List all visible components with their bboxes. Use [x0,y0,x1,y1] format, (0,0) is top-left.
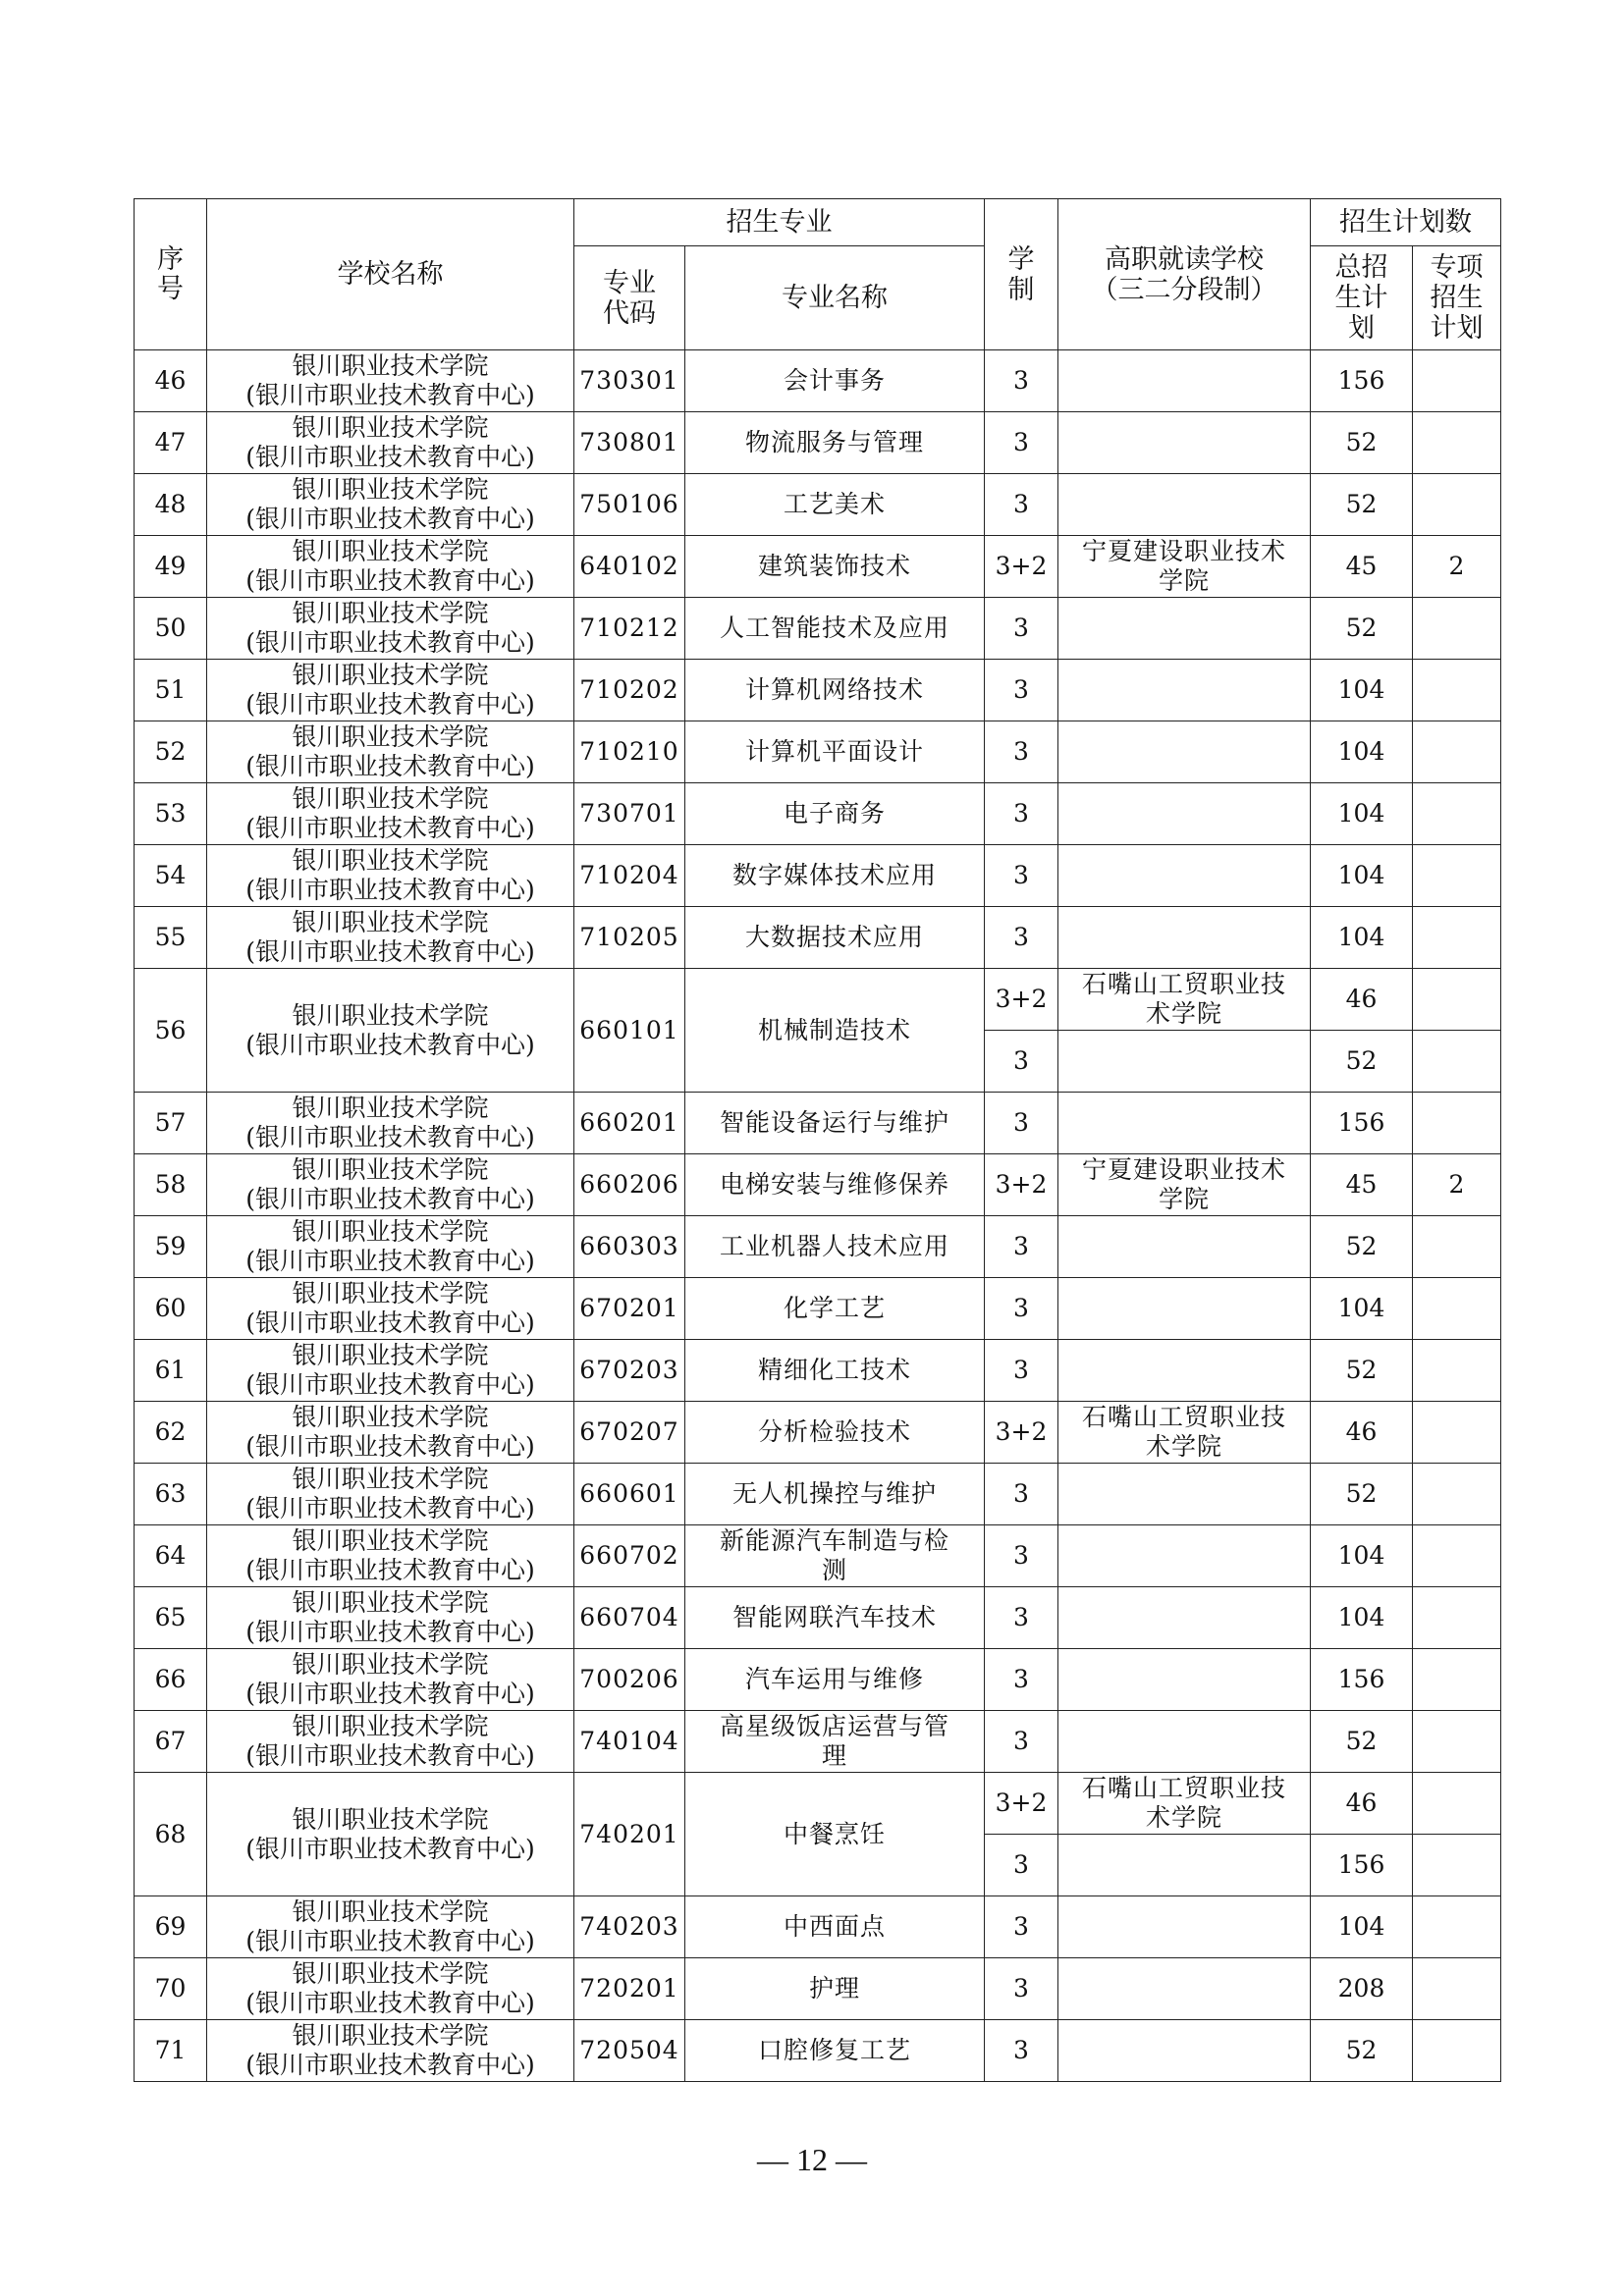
seq-cell: 59 [135,1216,207,1278]
major-cell: 中餐烹饪 [685,1773,985,1896]
special-cell [1413,1216,1501,1278]
duration-cell: 3 [985,1093,1058,1154]
code-cell: 660704 [574,1587,685,1649]
total-cell: 45 [1311,536,1413,598]
code-cell: 750106 [574,474,685,536]
college-cell [1058,845,1311,907]
table-row [135,350,1501,412]
code-cell: 710204 [574,845,685,907]
duration-cell: 3 [985,1525,1058,1587]
special-cell [1413,1958,1501,2020]
major-cell: 大数据技术应用 [685,907,985,969]
seq-cell: 64 [135,1525,207,1587]
duration-cell: 3 [985,1464,1058,1525]
college-cell [1058,1031,1311,1093]
school-cell: 银川职业技术学院 (银川市职业技术教育中心) [207,907,574,969]
special-cell [1413,412,1501,474]
total-cell: 208 [1311,1958,1413,2020]
total-cell: 104 [1311,783,1413,845]
seq-cell: 57 [135,1093,207,1154]
header-school: 学校名称 [207,199,574,350]
code-cell: 670203 [574,1340,685,1402]
duration-cell: 3 [985,1340,1058,1402]
table-row [135,412,1501,474]
major-cell: 中西面点 [685,1896,985,1958]
header-major: 专业名称 [685,246,985,350]
major-cell: 数字媒体技术应用 [685,845,985,907]
duration-cell: 3 [985,783,1058,845]
code-cell: 660201 [574,1093,685,1154]
major-cell: 智能网联汽车技术 [685,1587,985,1649]
total-cell: 52 [1311,1031,1413,1093]
special-cell: 2 [1413,1154,1501,1216]
seq-cell: 47 [135,412,207,474]
total-cell: 104 [1311,1896,1413,1958]
code-cell: 730301 [574,350,685,412]
major-cell: 新能源汽车制造与检 测 [685,1525,985,1587]
school-cell: 银川职业技术学院 (银川市职业技术教育中心) [207,660,574,721]
total-cell: 45 [1311,1154,1413,1216]
school-cell: 银川职业技术学院 (银川市职业技术教育中心) [207,1216,574,1278]
table-row [135,1464,1501,1525]
school-cell: 银川职业技术学院 (银川市职业技术教育中心) [207,1958,574,2020]
college-cell [1058,1340,1311,1402]
seq-cell: 68 [135,1773,207,1896]
school-cell: 银川职业技术学院 (银川市职业技术教育中心) [207,412,574,474]
header-special: 专项 招生 计划 [1413,246,1501,350]
header-seq: 序 号 [135,199,207,350]
total-cell: 156 [1311,1835,1413,1896]
college-cell [1058,1093,1311,1154]
seq-cell: 65 [135,1587,207,1649]
major-cell: 口腔修复工艺 [685,2020,985,2082]
college-cell [1058,598,1311,660]
special-cell [1413,2020,1501,2082]
college-cell [1058,1525,1311,1587]
seq-cell: 48 [135,474,207,536]
special-cell [1413,660,1501,721]
college-cell: 石嘴山工贸职业技 术学院 [1058,969,1311,1031]
college-cell [1058,1278,1311,1340]
school-cell: 银川职业技术学院 (银川市职业技术教育中心) [207,783,574,845]
special-cell [1413,1773,1501,1835]
special-cell [1413,598,1501,660]
total-cell: 104 [1311,845,1413,907]
major-cell: 计算机平面设计 [685,721,985,783]
total-cell: 52 [1311,412,1413,474]
seq-cell: 61 [135,1340,207,1402]
major-cell: 化学工艺 [685,1278,985,1340]
table-row [135,1340,1501,1402]
table-row [135,1154,1501,1216]
table-row [135,1402,1501,1464]
seq-cell: 67 [135,1711,207,1773]
table-row [135,1773,1501,1835]
table-row [135,1896,1501,1958]
total-cell: 104 [1311,1525,1413,1587]
major-cell: 计算机网络技术 [685,660,985,721]
special-cell [1413,907,1501,969]
major-cell: 电子商务 [685,783,985,845]
college-cell [1058,1958,1311,2020]
special-cell [1413,1402,1501,1464]
total-cell: 156 [1311,350,1413,412]
seq-cell: 71 [135,2020,207,2082]
special-cell [1413,1711,1501,1773]
header-code: 专业 代码 [574,246,685,350]
school-cell: 银川职业技术学院 (银川市职业技术教育中心) [207,1464,574,1525]
special-cell: 2 [1413,536,1501,598]
school-cell: 银川职业技术学院 (银川市职业技术教育中心) [207,1278,574,1340]
school-cell: 银川职业技术学院 (银川市职业技术教育中心) [207,350,574,412]
seq-cell: 62 [135,1402,207,1464]
seq-cell: 66 [135,1649,207,1711]
college-cell [1058,1587,1311,1649]
seq-cell: 56 [135,969,207,1093]
code-cell: 730701 [574,783,685,845]
header-college: 高职就读学校 （三二分段制） [1058,199,1311,350]
special-cell [1413,1896,1501,1958]
header-duration: 学 制 [985,199,1058,350]
duration-cell: 3 [985,474,1058,536]
duration-cell: 3+2 [985,1402,1058,1464]
total-cell: 104 [1311,1278,1413,1340]
header-plan-group: 招生计划数 [1311,199,1501,246]
seq-cell: 54 [135,845,207,907]
total-cell: 52 [1311,1340,1413,1402]
table-row [135,536,1501,598]
duration-cell: 3 [985,845,1058,907]
total-cell: 52 [1311,1711,1413,1773]
college-cell [1058,2020,1311,2082]
duration-cell: 3 [985,721,1058,783]
total-cell: 52 [1311,2020,1413,2082]
duration-cell: 3 [985,1278,1058,1340]
duration-cell: 3 [985,660,1058,721]
table-row [135,474,1501,536]
code-cell: 730801 [574,412,685,474]
table-body [135,350,1501,2082]
major-cell: 汽车运用与维修 [685,1649,985,1711]
table-row [135,1958,1501,2020]
code-cell: 640102 [574,536,685,598]
seq-cell: 58 [135,1154,207,1216]
total-cell: 52 [1311,474,1413,536]
header-total: 总招 生计 划 [1311,246,1413,350]
major-cell: 护理 [685,1958,985,2020]
college-cell [1058,1464,1311,1525]
table-row [135,598,1501,660]
table-row [135,783,1501,845]
seq-cell: 60 [135,1278,207,1340]
table-row [135,845,1501,907]
school-cell: 银川职业技术学院 (银川市职业技术教育中心) [207,1649,574,1711]
major-cell: 无人机操控与维护 [685,1464,985,1525]
seq-cell: 46 [135,350,207,412]
seq-cell: 49 [135,536,207,598]
code-cell: 710212 [574,598,685,660]
college-cell [1058,1896,1311,1958]
duration-cell: 3 [985,1835,1058,1896]
college-cell [1058,907,1311,969]
code-cell: 700206 [574,1649,685,1711]
major-cell: 高星级饭店运营与管 理 [685,1711,985,1773]
table-row [135,1525,1501,1587]
major-cell: 智能设备运行与维护 [685,1093,985,1154]
college-cell: 宁夏建设职业技术 学院 [1058,536,1311,598]
college-cell [1058,721,1311,783]
duration-cell: 3 [985,1216,1058,1278]
college-cell [1058,1649,1311,1711]
table-row [135,1093,1501,1154]
duration-cell: 3+2 [985,1154,1058,1216]
college-cell [1058,350,1311,412]
special-cell [1413,969,1501,1031]
major-cell: 机械制造技术 [685,969,985,1093]
table-header [135,199,1501,350]
college-cell [1058,412,1311,474]
major-cell: 工业机器人技术应用 [685,1216,985,1278]
code-cell: 710205 [574,907,685,969]
total-cell: 104 [1311,660,1413,721]
special-cell [1413,1031,1501,1093]
seq-cell: 51 [135,660,207,721]
school-cell: 银川职业技术学院 (银川市职业技术教育中心) [207,1402,574,1464]
special-cell [1413,783,1501,845]
special-cell [1413,1464,1501,1525]
total-cell: 104 [1311,907,1413,969]
code-cell: 660303 [574,1216,685,1278]
code-cell: 740203 [574,1896,685,1958]
school-cell: 银川职业技术学院 (银川市职业技术教育中心) [207,721,574,783]
table-row [135,1587,1501,1649]
major-cell: 建筑装饰技术 [685,536,985,598]
header-major-group: 招生专业 [574,199,985,246]
college-cell [1058,660,1311,721]
special-cell [1413,845,1501,907]
seq-cell: 52 [135,721,207,783]
major-cell: 电梯安装与维修保养 [685,1154,985,1216]
total-cell: 46 [1311,1773,1413,1835]
school-cell: 银川职业技术学院 (银川市职业技术教育中心) [207,2020,574,2082]
code-cell: 660702 [574,1525,685,1587]
school-cell: 银川职业技术学院 (银川市职业技术教育中心) [207,536,574,598]
special-cell [1413,350,1501,412]
table-row [135,1278,1501,1340]
special-cell [1413,1649,1501,1711]
table-row [135,660,1501,721]
code-cell: 710210 [574,721,685,783]
college-cell [1058,474,1311,536]
duration-cell: 3+2 [985,1773,1058,1835]
major-cell: 物流服务与管理 [685,412,985,474]
total-cell: 156 [1311,1649,1413,1711]
special-cell [1413,721,1501,783]
seq-cell: 53 [135,783,207,845]
total-cell: 104 [1311,1587,1413,1649]
total-cell: 156 [1311,1093,1413,1154]
duration-cell: 3 [985,907,1058,969]
table-row [135,2020,1501,2082]
table-row [135,1711,1501,1773]
college-cell: 宁夏建设职业技术 学院 [1058,1154,1311,1216]
duration-cell: 3 [985,1711,1058,1773]
total-cell: 52 [1311,1464,1413,1525]
code-cell: 670207 [574,1402,685,1464]
total-cell: 46 [1311,969,1413,1031]
code-cell: 710202 [574,660,685,721]
duration-cell: 3 [985,412,1058,474]
total-cell: 46 [1311,1402,1413,1464]
school-cell: 银川职业技术学院 (银川市职业技术教育中心) [207,1093,574,1154]
college-cell [1058,1711,1311,1773]
special-cell [1413,1525,1501,1587]
code-cell: 660101 [574,969,685,1093]
major-cell: 会计事务 [685,350,985,412]
duration-cell: 3 [985,2020,1058,2082]
college-cell [1058,783,1311,845]
seq-cell: 55 [135,907,207,969]
college-cell [1058,1216,1311,1278]
major-cell: 精细化工技术 [685,1340,985,1402]
duration-cell: 3 [985,598,1058,660]
table-row [135,1649,1501,1711]
code-cell: 740104 [574,1711,685,1773]
seq-cell: 63 [135,1464,207,1525]
code-cell: 670201 [574,1278,685,1340]
enrollment-plan-table [134,198,1501,2082]
school-cell: 银川职业技术学院 (银川市职业技术教育中心) [207,1587,574,1649]
major-cell: 人工智能技术及应用 [685,598,985,660]
school-cell: 银川职业技术学院 (银川市职业技术教育中心) [207,1773,574,1896]
table-row [135,969,1501,1031]
code-cell: 660206 [574,1154,685,1216]
table-row [135,721,1501,783]
duration-cell: 3 [985,1649,1058,1711]
college-cell: 石嘴山工贸职业技 术学院 [1058,1773,1311,1835]
duration-cell: 3+2 [985,969,1058,1031]
seq-cell: 69 [135,1896,207,1958]
special-cell [1413,1835,1501,1896]
school-cell: 银川职业技术学院 (银川市职业技术教育中心) [207,1711,574,1773]
school-cell: 银川职业技术学院 (银川市职业技术教育中心) [207,845,574,907]
total-cell: 52 [1311,598,1413,660]
seq-cell: 50 [135,598,207,660]
duration-cell: 3+2 [985,536,1058,598]
total-cell: 52 [1311,1216,1413,1278]
seq-cell: 70 [135,1958,207,2020]
code-cell: 720504 [574,2020,685,2082]
table-row [135,1216,1501,1278]
major-cell: 分析检验技术 [685,1402,985,1464]
school-cell: 银川职业技术学院 (银川市职业技术教育中心) [207,1525,574,1587]
school-cell: 银川职业技术学院 (银川市职业技术教育中心) [207,474,574,536]
college-cell: 石嘴山工贸职业技 术学院 [1058,1402,1311,1464]
school-cell: 银川职业技术学院 (银川市职业技术教育中心) [207,1896,574,1958]
duration-cell: 3 [985,1031,1058,1093]
special-cell [1413,474,1501,536]
school-cell: 银川职业技术学院 (银川市职业技术教育中心) [207,1340,574,1402]
school-cell: 银川职业技术学院 (银川市职业技术教育中心) [207,969,574,1093]
table-row [135,907,1501,969]
college-cell [1058,1835,1311,1896]
special-cell [1413,1340,1501,1402]
special-cell [1413,1587,1501,1649]
school-cell: 银川职业技术学院 (银川市职业技术教育中心) [207,598,574,660]
duration-cell: 3 [985,1958,1058,2020]
special-cell [1413,1278,1501,1340]
duration-cell: 3 [985,350,1058,412]
school-cell: 银川职业技术学院 (银川市职业技术教育中心) [207,1154,574,1216]
total-cell: 104 [1311,721,1413,783]
page-number: — 12 — [757,2142,867,2177]
code-cell: 660601 [574,1464,685,1525]
code-cell: 740201 [574,1773,685,1896]
major-cell: 工艺美术 [685,474,985,536]
code-cell: 720201 [574,1958,685,2020]
duration-cell: 3 [985,1587,1058,1649]
special-cell [1413,1093,1501,1154]
duration-cell: 3 [985,1896,1058,1958]
